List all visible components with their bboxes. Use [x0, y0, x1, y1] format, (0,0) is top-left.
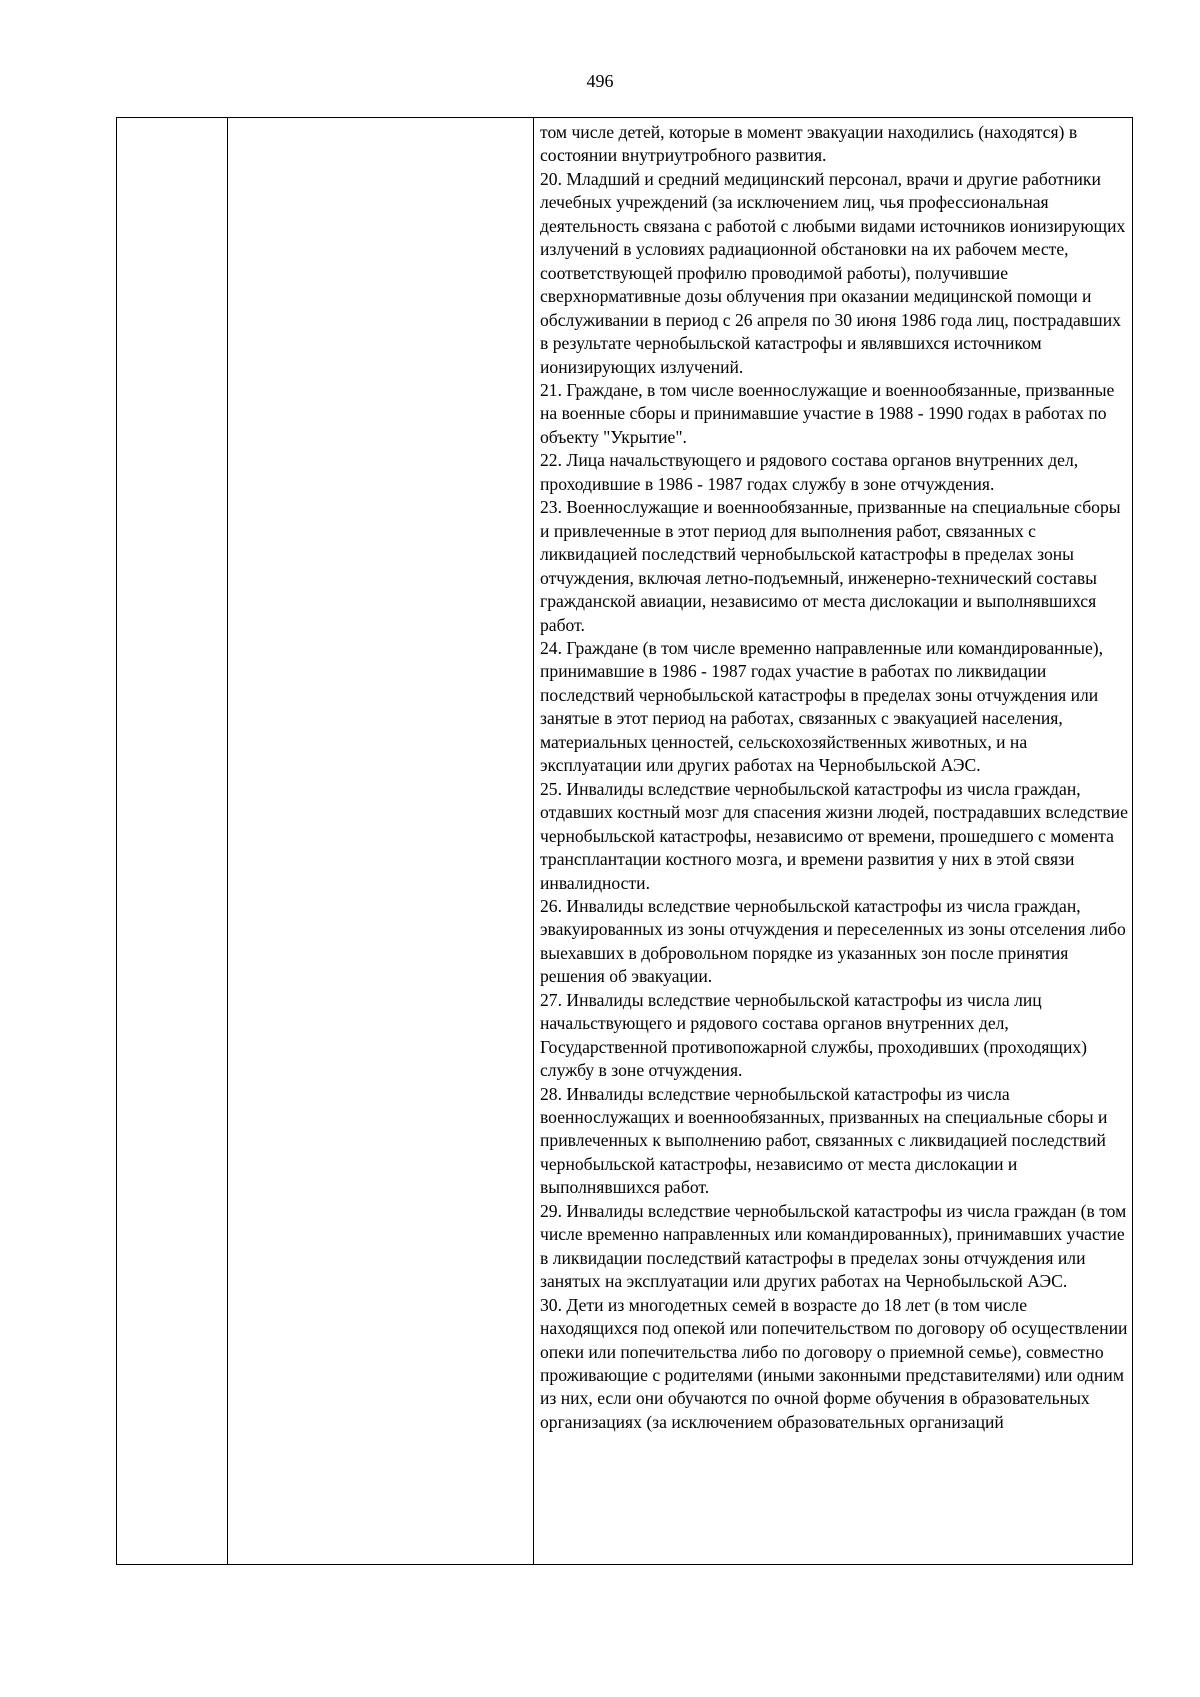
list-item-20: 20. Младший и средний медицинский персонал, врачи и другие работники лечебных учреждений (за исключением лиц, чья профессиональная деятельность связана с работой с любыми видами источников ионизирующих излучений в условиях радиационной обстановки на их рабочем месте, соответствующей профилю проводимой работы), получившие сверхнормативные дозы облучения при оказании медицинской помощи и обслуживании в период с 26 апреля по 30 июня 1986 года лиц, пострадавших в результате чернобыльской катастрофы и являвшихся источником ионизирующих излучений.: [540, 168, 1126, 377]
list-item-27: 27. Инвалиды вследствие чернобыльской катастрофы из числа лиц начальствующего и рядового состава органов внутренних дел, Государственной противопожарной службы, проходивших (проходящих) службу в зоне отчуждения.: [540, 989, 1088, 1081]
table-cell-list: [534, 118, 1133, 1565]
list-item-30: 30. Дети из многодетных семей в возрасте до 18 лет (в том числе находящихся под опекой или попечительством по договору об осуществлении опеки или попечительства либо по договору о приемной семье), совместно проживающие с родителями (иными законными представителями) или одним из них, если они обучаются по очной форме обучения в образовательных организациях (за исключением образовательных организаций: [540, 1294, 1128, 1432]
paragraph-continuation: том числе детей, которые в момент эвакуации находились (находятся) в состоянии внутриутробного развития.: [540, 122, 1078, 166]
list-item-24: 24. Граждане (в том числе временно направленные или командированные), принимавшие в 1986 - 1987 годах участие в работах по ликвидации последствий чернобыльской катастрофы в пределах зоны отчуждения или занятые в этот период на работах, связанных с эвакуацией населения, материальных ценностей, сельскохозяйственных животных, и на эксплуатации или других работах на Чернобыльской АЭС.: [540, 637, 1104, 776]
list-item-21: 21. Граждане, в том числе военнослужащие и военнообязанные, призванные на военные сборы и принимавшие участие в 1988 - 1990 годах в работах по объекту "Укрытие".: [540, 379, 1115, 447]
table-row: [117, 118, 1133, 1565]
list-item-22: 22. Лица начальствующего и рядового состава органов внутренних дел, проходившие в 1986 - 1987 годах службу в зоне отчуждения.: [540, 450, 1079, 494]
list-item-29: 29. Инвалиды вследствие чернобыльской катастрофы из числа граждан (в том числе временно направленных или командированных), принимавших участие в ликвидации последствий катастрофы в пределах зоны отчуждения или занятых на эксплуатации или других работах на Чернобыльской АЭС.: [540, 1200, 1127, 1292]
list-item-23: 23. Военнослужащие и военнообязанные, призванные на специальные сборы и привлеченные в этот период для выполнения работ, связанных с ликвидацией последствий чернобыльской катастрофы в пределах зоны отчуждения, включая летно-подъемный, инженерно-технический составы гражданской авиации, независимо от места дислокации и выполнявшихся работ.: [540, 497, 1121, 635]
list-item-26: 26. Инвалиды вследствие чернобыльской катастрофы из числа граждан, эвакуированных из зоны отчуждения и переселенных из зоны отселения либо выехавших в добровольном порядке из указанных зон после принятия решения об эвакуации.: [540, 895, 1126, 987]
document-table: [116, 117, 1133, 1565]
table-cell-empty-1: [117, 118, 228, 1565]
list-text: [534, 118, 1132, 1434]
table-cell-empty-2: [228, 118, 534, 1565]
list-item-25: 25. Инвалиды вследствие чернобыльской катастрофы из числа граждан, отдавших костный мозг для спасения жизни людей, пострадавших вследствие чернобыльской катастрофы, независимо от времени, прошедшего с момента трансплантации костного мозга, и времени развития у них в этой связи инвалидности.: [540, 778, 1128, 893]
page-number: 496: [586, 71, 614, 91]
list-item-28: 28. Инвалиды вследствие чернобыльской катастрофы из числа военнослужащих и военнообязанных, призванных на специальные сборы и привлеченных к выполнению работ, связанных с ликвидацией последствий чернобыльской катастрофы, независимо от места дислокации и выполнявшихся работ.: [540, 1083, 1108, 1198]
